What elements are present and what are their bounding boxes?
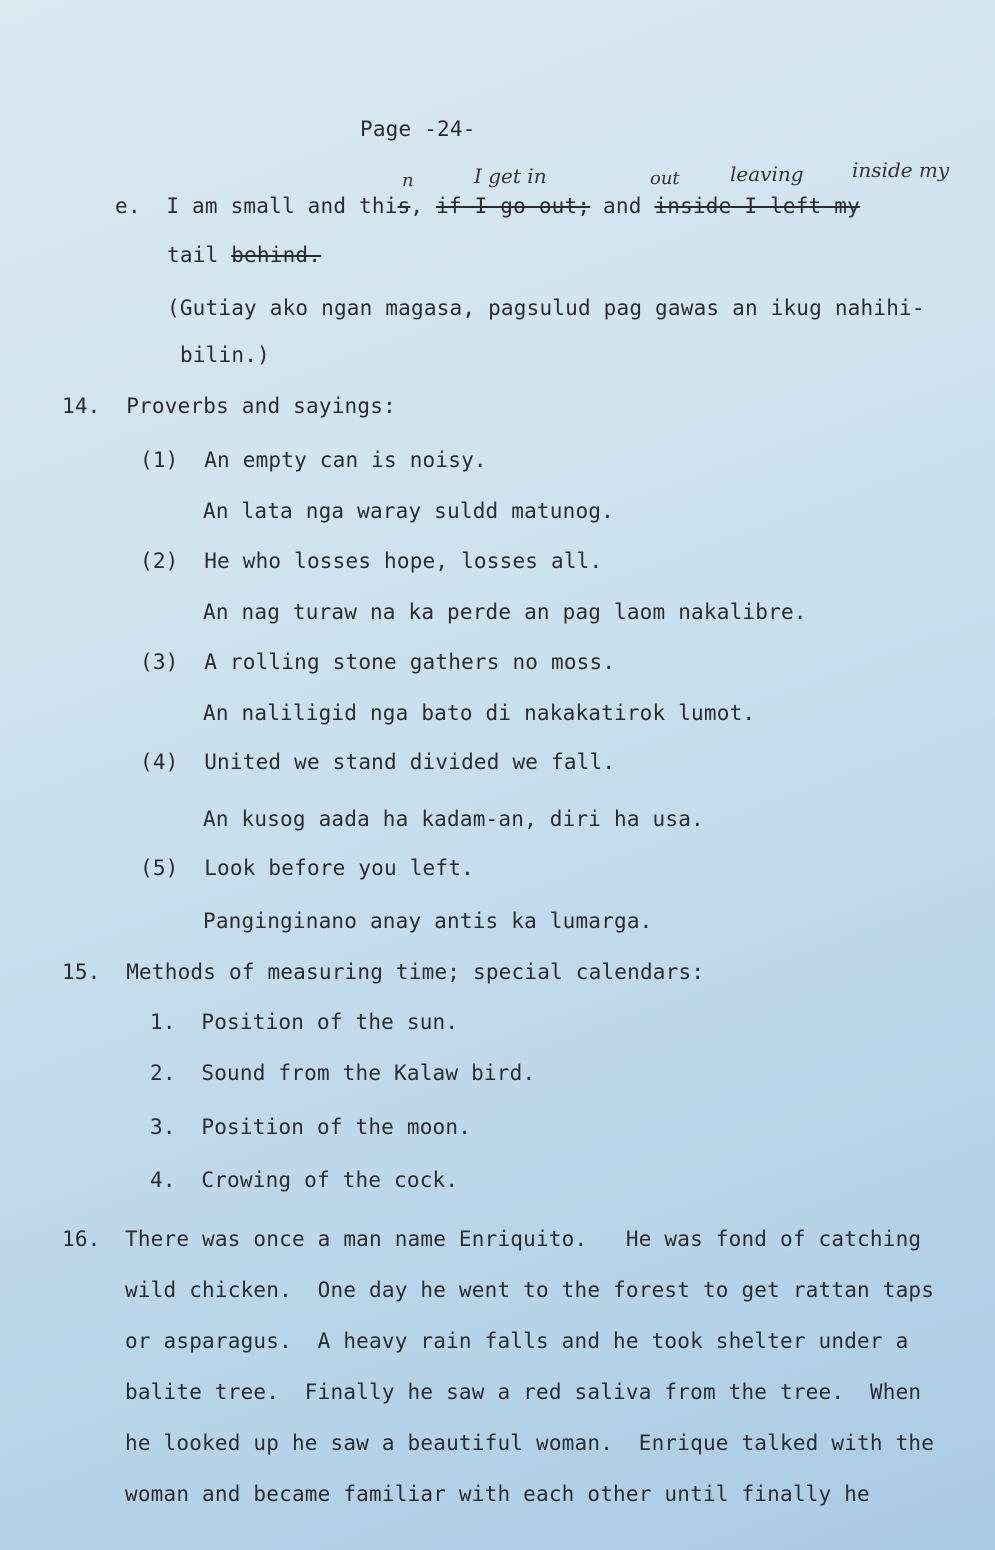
riddle-e-struck-if: if I go out; <box>436 194 591 218</box>
proverb-english-text: United we stand divided we fall. <box>204 750 616 774</box>
list-item-text: Position of the sun. <box>201 1010 459 1034</box>
section-15-title: Methods of measuring time; special calendars: <box>126 960 705 984</box>
proverb-number: (2) <box>140 549 179 573</box>
proverb-number: (1) <box>140 448 179 472</box>
proverb-3-waray: An naliligid nga bato di nakakatirok lumot. <box>203 701 756 725</box>
riddle-e-struck-behind: behind. <box>231 243 322 267</box>
proverb-1-english <box>140 447 487 473</box>
proverb-number: (3) <box>140 650 179 674</box>
calendar-item-1 <box>150 1009 458 1035</box>
proverb-english-text: A rolling stone gathers no moss. <box>204 650 616 674</box>
handwritten-n: n <box>402 170 414 191</box>
riddle-e-struck-inside: inside I left my <box>654 194 860 218</box>
list-number: 1. <box>150 1010 176 1034</box>
riddle-e-tail: tail <box>167 243 232 267</box>
riddle-e-letter: e. <box>115 194 141 218</box>
page-header: Page -24- <box>360 117 476 141</box>
proverb-5-english <box>140 855 474 881</box>
section-14-number: 14. <box>62 394 101 418</box>
proverb-english-text: He who losses hope, losses all. <box>204 549 603 573</box>
list-item-text: Crowing of the cock. <box>201 1168 459 1192</box>
calendar-item-2 <box>150 1060 535 1086</box>
story-line-3: or asparagus. A heavy rain falls and he took shelter under a <box>125 1329 909 1353</box>
section-15-heading <box>62 959 704 985</box>
proverb-number: (5) <box>140 856 179 880</box>
proverb-4-waray: An kusog aada ha kadam-an, diri ha usa. <box>203 807 704 831</box>
proverb-4-english <box>140 749 615 775</box>
list-number: 3. <box>150 1115 176 1139</box>
handwritten-out: out <box>650 168 680 189</box>
handwritten-inside-my: inside my <box>852 158 950 182</box>
proverb-3-english <box>140 649 615 675</box>
list-item-text: Position of the moon. <box>201 1115 472 1139</box>
riddle-e-line1 <box>115 193 860 219</box>
section-14-title: Proverbs and sayings: <box>126 394 396 418</box>
section-16-number: 16. <box>62 1227 101 1251</box>
riddle-e-comma: , <box>410 194 437 218</box>
section-14-heading <box>62 393 396 419</box>
riddle-e-prefix: I am small and thi <box>166 194 398 218</box>
proverb-number: (4) <box>140 750 179 774</box>
story-line-6: woman and became familiar with each other until finally he <box>125 1482 870 1506</box>
story-line-1: There was once a man name Enriquito. He was fond of catching <box>125 1227 922 1251</box>
proverb-5-waray: Panginginano anay antis ka lumarga. <box>203 909 653 933</box>
list-item-text: Sound from the Kalaw bird. <box>201 1061 536 1085</box>
riddle-e-and: and <box>590 194 655 218</box>
handwritten-i-get-in: I get in <box>474 164 547 188</box>
handwritten-leaving: leaving <box>730 162 804 186</box>
story-line-2: wild chicken. One day he went to the forest to get rattan taps <box>125 1278 935 1302</box>
riddle-e-line2 <box>167 242 321 268</box>
calendar-item-3 <box>150 1114 471 1140</box>
riddle-e-struck-s: s <box>397 194 411 218</box>
section-15-number: 15. <box>62 960 101 984</box>
proverb-english-text: An empty can is noisy. <box>204 448 487 472</box>
list-number: 4. <box>150 1168 176 1192</box>
riddle-e-translation-2: bilin.) <box>180 343 270 367</box>
proverb-1-waray: An lata nga waray suldd matunog. <box>203 499 614 523</box>
proverb-2-english <box>140 548 602 574</box>
proverb-english-text: Look before you left. <box>204 856 474 880</box>
list-number: 2. <box>150 1061 176 1085</box>
story-line-4: balite tree. Finally he saw a red saliva from the tree. When <box>125 1380 922 1404</box>
riddle-e-translation-1: (Gutiay ako ngan magasa, pagsulud pag gawas an ikug nahihi- <box>167 296 925 320</box>
story-line-5: he looked up he saw a beautiful woman. Enrique talked with the <box>125 1431 935 1455</box>
proverb-2-waray: An nag turaw na ka perde an pag laom nakalibre. <box>203 600 807 624</box>
calendar-item-4 <box>150 1167 458 1193</box>
